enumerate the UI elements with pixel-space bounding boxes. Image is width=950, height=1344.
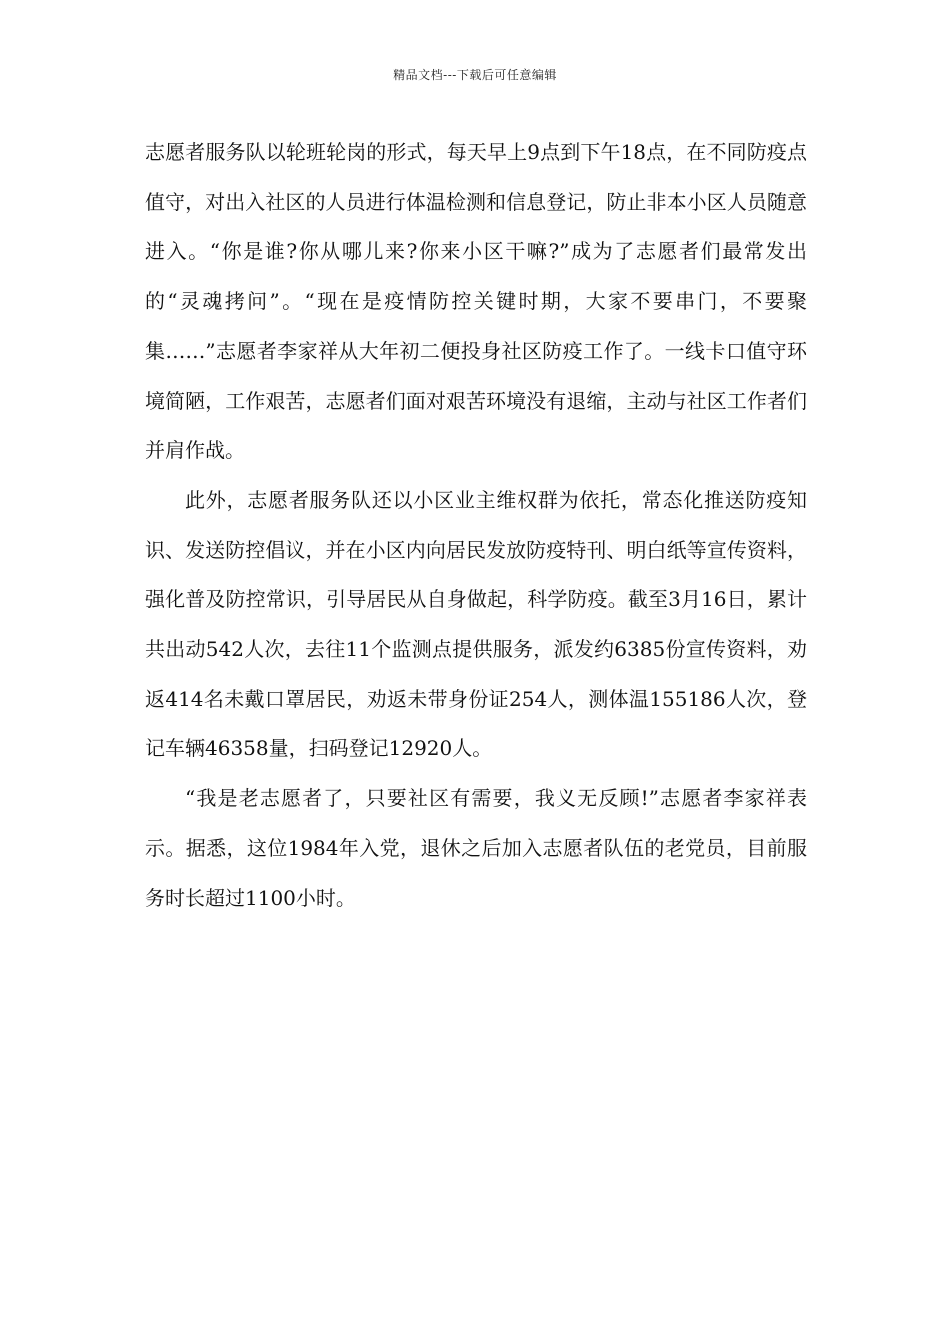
- paragraph-3: “我是老志愿者了，只要社区有需要，我义无反顾!”志愿者李家祥表示。据悉，这位1984年入党，退休之后加入志愿者队伍的老党员，目前服务时长超过1100小时。: [145, 786, 807, 910]
- document-body: [145, 128, 807, 923]
- page-header: 精品文档---下载后可任意编辑: [393, 68, 557, 82]
- paragraph-1: 志愿者服务队以轮班轮岗的形式，每天早上9点到下午18点，在不同防疫点值守，对出入社区的人员进行体温检测和信息登记，防止非本小区人员随意进入。“你是谁?你从哪儿来?你来小区干嘛?”成为了志愿者们最常发出的“灵魂拷问”。“现在是疫情防控关键时期，大家不要串门，不要聚集……”志愿者李家祥从大年初二便投身社区防疫工作了。一线卡口值守环境简陋，工作艰苦，志愿者们面对艰苦环境没有退缩，主动与社区工作者们并肩作战。: [145, 140, 807, 463]
- paragraph-2: 此外，志愿者服务队还以小区业主维权群为依托，常态化推送防疫知识、发送防控倡议，并在小区内向居民发放防疫特刊、明白纸等宣传资料，强化普及防控常识，引导居民从自身做起，科学防疫。截至3月16日，累计共出动542人次，去往11个监测点提供服务，派发约6385份宣传资料，劝返414名未戴口罩居民，劝返未带身份证254人，测体温155186人次，登记车辆46358量，扫码登记12920人。: [145, 487, 807, 761]
